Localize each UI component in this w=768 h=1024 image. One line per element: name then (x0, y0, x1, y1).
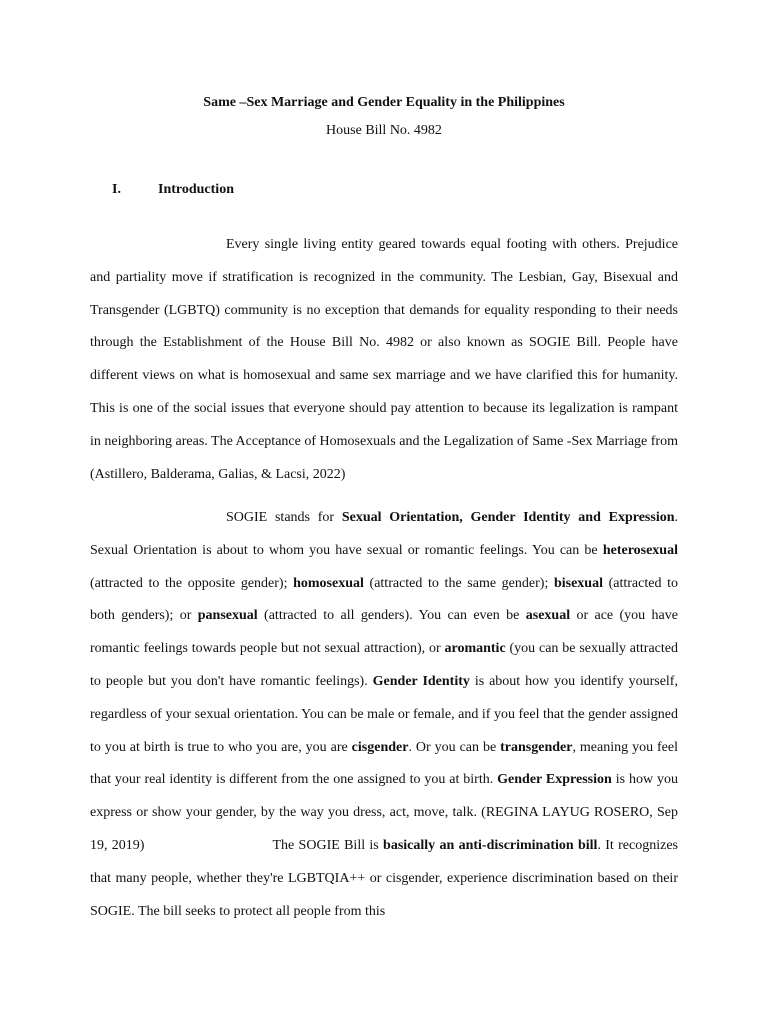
text-run: . It recognizes that many people, whether they're LGBTQIA++ or cisgender, experience discrimination based on their SOGIE. The bill seeks to protect all people from this (90, 837, 678, 919)
bold-term: Gender Expression (497, 772, 612, 788)
text-run: , meaning you feel that your real identity is different from the one assigned to you at birth. (90, 739, 679, 788)
text-run: (you can be sexually attracted to people but you don't have romantic feelings). (90, 641, 678, 689)
bold-term: asexual (525, 608, 571, 624)
text-run: . Sexual Orientation is about to whom you have sexual or romantic feelings. You can be (90, 510, 678, 558)
section-title: Introduction (158, 182, 234, 197)
bold-term: Sexual Orientation, Gender Identity and Expression (341, 510, 675, 525)
text-run: (attracted to the opposite gender); (90, 575, 294, 591)
bold-term: homosexual (293, 575, 364, 591)
bold-term: transgender (500, 739, 573, 755)
text-run: (attracted to both genders); or (90, 575, 678, 624)
section-heading (112, 181, 234, 199)
text-run: SOGIE stands for (226, 510, 342, 525)
bold-term: pansexual (197, 608, 258, 624)
bold-term: basically an anti-discrimination bill (383, 837, 598, 853)
paragraph-introduction-text: Every single living entity geared towards equal footing with others. Prejudice and partiality move if stratification is recognized in the community. The Lesbian, Gay, Bisexual and Transgender (LGBTQ) community is no exception that demands for equality responding to their needs through the Establishment of the House Bill No. 4982 or also known as SOGIE Bill. People have different views on what is homosexual and same sex marriage and we have clarified this for humanity. This is one of the social issues that everyone should pay attention to because its legalization is rampant in neighboring areas. The Acceptance of Homosexuals and the Legalization of Same -Sex Marriage from (Astillero, Balderama, Galias, & Lacsi, 2022) (90, 237, 678, 482)
bold-term: heterosexual (602, 542, 678, 558)
document-title: Same –Sex Marriage and Gender Equality in the Philippines (203, 95, 565, 110)
text-run: is how you express or show your gender, by the way you dress, act, move, talk. (REGINA LAYUG ROSERO, Sep 19, 2019) (90, 772, 678, 853)
section-number: I. (112, 182, 121, 197)
text-run: (attracted to all genders). You can even be (257, 608, 526, 624)
paragraph-introduction (90, 229, 678, 491)
text-run: . Or you can be (408, 739, 501, 755)
text-run: is about how you identify yourself, regardless of your sexual orientation. You can be male or female, and if you feel that the gender assigned to you at birth is true to who you are, you are (90, 673, 678, 755)
bold-term: aromantic (444, 641, 506, 657)
text-run: or ace (you have romantic feelings towards people but not sexual attraction), or (90, 608, 678, 657)
text-run: The SOGIE Bill is (272, 837, 384, 853)
document-subtitle: House Bill No. 4982 (326, 123, 442, 138)
text-run: (attracted to the same gender); (363, 575, 554, 591)
bold-term: bisexual (553, 575, 603, 591)
bold-term: Gender Identity (372, 673, 470, 689)
paragraph-sogie (90, 502, 678, 928)
bold-term: cisgender (351, 739, 409, 755)
